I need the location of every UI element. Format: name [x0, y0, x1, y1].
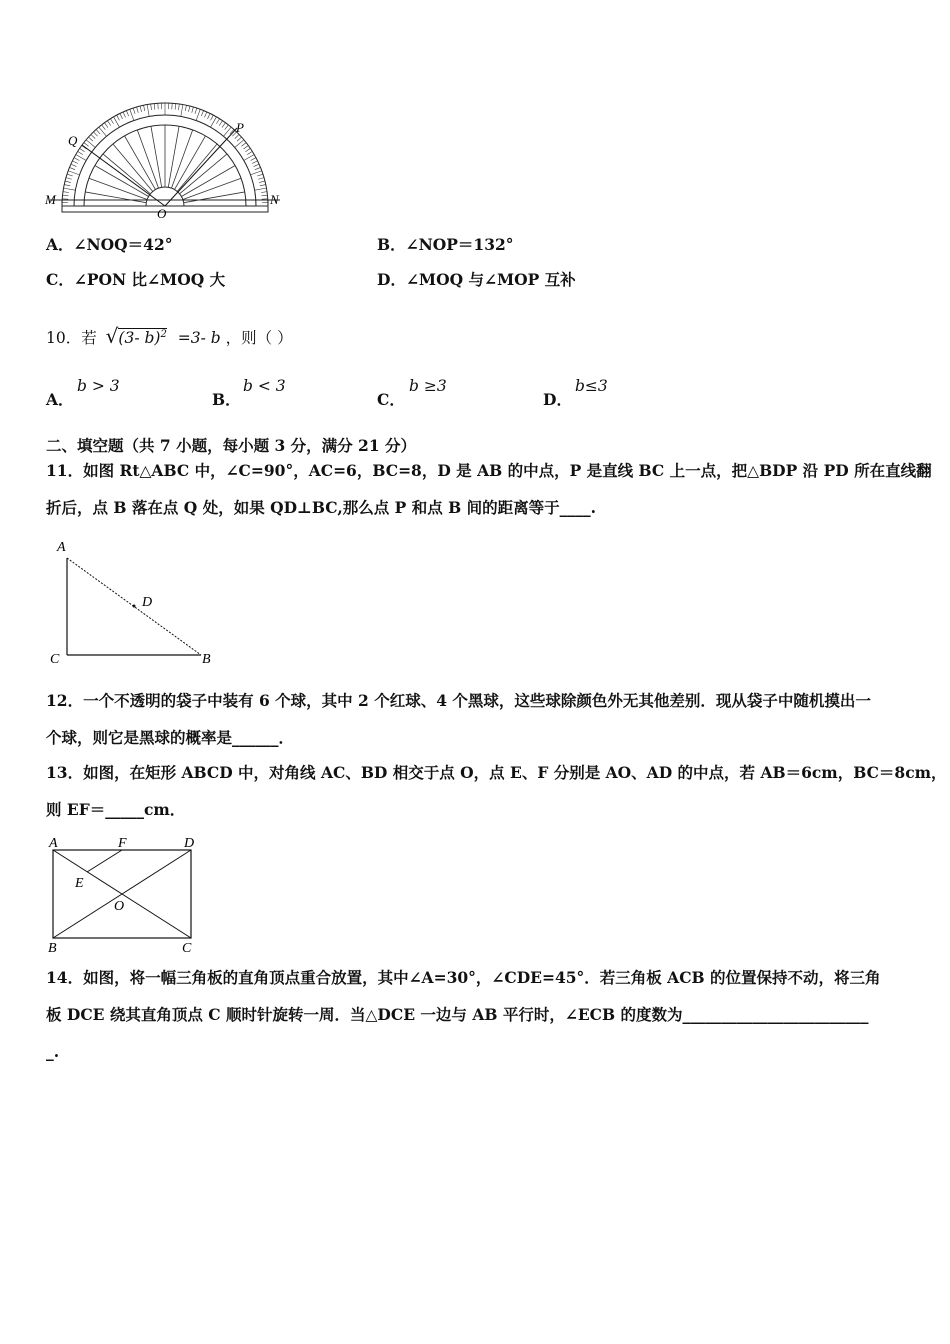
protractor-tick [91, 134, 95, 138]
protractor-tick [64, 185, 70, 186]
q12-line-1: 12．一个不透明的袋子中装有 6 个球，其中 2 个红球、4 个黑球，这些球除颜色外无其他差别．现从袋子中随机摸出一 [46, 691, 871, 710]
protractor-tick [68, 171, 79, 175]
q12-line-2: 个球，则它是黑球的概率是______． [46, 728, 295, 747]
protractor-tick [99, 127, 107, 136]
protractor-tick [196, 109, 200, 120]
label-c: C [50, 652, 60, 667]
protractor-tick [63, 195, 69, 196]
protractor-tick [67, 174, 73, 176]
q10-equals: =3- b [177, 329, 221, 348]
protractor-ray [168, 126, 179, 187]
protractor-ray [184, 192, 245, 203]
protractor-tick [188, 106, 189, 112]
label-d: D [142, 595, 153, 610]
protractor-tick [88, 137, 92, 141]
label-a: A [57, 540, 66, 555]
label-b: B [202, 652, 211, 667]
protractor-tick [93, 132, 97, 136]
protractor-tick [151, 104, 152, 110]
protractor-tick [63, 192, 69, 193]
label-q: Q [68, 133, 78, 148]
protractor-tick [208, 113, 211, 118]
q14-line-3: _. [46, 1042, 60, 1061]
q11-line-2: 折后，点 B 落在点 Q 处，如果 QD⊥BC,那么点 P 和点 B 间的距离等于____. [46, 498, 596, 517]
protractor-figure [40, 98, 290, 223]
protractor-tick [137, 107, 139, 113]
protractor-tick [225, 125, 229, 130]
q9-option-d: D．∠MOQ 与∠MOP 互补 [377, 270, 576, 289]
protractor-tick [219, 121, 222, 126]
protractor-ray [183, 178, 241, 199]
protractor-tick [123, 112, 125, 117]
protractor-ray [137, 130, 158, 188]
q11-triangle-figure [45, 536, 225, 671]
protractor-tick [72, 161, 77, 164]
protractor-tick [133, 108, 135, 114]
protractor-ray [85, 192, 146, 203]
protractor-tick [86, 140, 95, 148]
protractor-tick [107, 121, 110, 126]
protractor-tick [260, 185, 266, 186]
point-d [133, 605, 136, 608]
protractor-tick [261, 195, 267, 196]
q14-line-1: 14．如图，将一幅三角板的直角顶点重合放置，其中∠A=30°，∠CDE=45°．若三角板 ACB 的位置保持不动，将三角 [46, 968, 881, 987]
q10-option-d-letter: D． [543, 390, 572, 409]
q10-radicand: (3- b)$^2$ [118, 329, 167, 348]
protractor-tick [102, 125, 106, 130]
protractor-tick [211, 115, 214, 120]
protractor-tick [64, 188, 76, 190]
protractor-tick [247, 151, 252, 154]
q9-option-c: C．∠PON 比∠MOQ 大 [46, 270, 226, 289]
protractor-tick [96, 129, 100, 133]
protractor-tick [222, 123, 226, 128]
protractor-tick [255, 188, 267, 190]
q10-option-c-math: b ≥3 [409, 377, 447, 395]
protractor-tick [104, 123, 108, 128]
protractor-tick [120, 113, 123, 118]
protractor-tick [251, 171, 262, 175]
protractor-tick [252, 161, 257, 164]
q9-option-b: B．∠NOP＝132° [377, 235, 514, 254]
protractor-tick [70, 167, 76, 169]
label-m: M [45, 192, 56, 207]
sqrt-icon: √ [105, 324, 119, 349]
protractor-tick [110, 119, 113, 124]
protractor-tick [71, 164, 76, 166]
q11-line-1: 11．如图 Rt△ABC 中，∠C=90°，AC=6，BC=8，D 是 AB 的中点，P 是直线 BC 上一点，把△BDP 沿 PD 所在直线翻 [46, 461, 932, 480]
protractor-tick [147, 105, 149, 117]
protractor-tick [185, 105, 186, 111]
label-b: B [48, 941, 57, 956]
q10-option-c-letter: C． [377, 390, 405, 409]
protractor-tick [84, 143, 89, 147]
protractor-tick [195, 108, 197, 114]
protractor-tick [144, 105, 145, 111]
protractor-tick [204, 112, 206, 117]
q10-option-d-math: b≤3 [575, 377, 608, 395]
label-o: O [157, 206, 167, 221]
q13-line-2: 则 EF＝_____cm． [46, 800, 186, 819]
label-o: O [114, 899, 125, 914]
protractor-tick [216, 119, 219, 124]
protractor-tick [257, 174, 263, 176]
label-n: N [270, 192, 279, 207]
protractor-tick [235, 140, 244, 148]
q10-stem [46, 325, 293, 348]
section-heading: 二、填空题（共 7 小题，每小题 3 分，满分 21 分） [46, 436, 417, 455]
q10-number: 10．若 [46, 329, 97, 348]
q13-rectangle-figure [45, 833, 205, 958]
protractor-tick [192, 107, 194, 113]
protractor-tick [258, 178, 264, 180]
protractor-tick [126, 111, 128, 117]
segment-ef [87, 850, 122, 872]
protractor-tick [235, 134, 239, 138]
q10-tail: ，则（ ） [225, 329, 293, 348]
q10-option-a-letter: A． [46, 390, 74, 409]
protractor-rays [85, 125, 245, 203]
protractor-tick [261, 192, 267, 193]
protractor-tick [243, 145, 248, 149]
protractor-tick [78, 151, 83, 154]
label-e: E [75, 876, 84, 891]
protractor-tick [140, 106, 141, 112]
protractor-tick [130, 109, 134, 120]
label-f: F [118, 836, 127, 851]
q10-option-a-math: b > 3 [77, 377, 120, 395]
protractor-tick [178, 104, 179, 110]
protractor-tick [181, 105, 183, 117]
protractor-tick [175, 104, 176, 110]
label-c: C [182, 941, 192, 956]
q14-line-2: 板 DCE 绕其直角顶点 C 顺时针旋转一周．当△DCE 一边与 AB 平行时，∠ECB 的度数为________________________ [46, 1005, 869, 1024]
label-d: D [184, 836, 195, 851]
q10-option-b-letter: B． [212, 390, 241, 409]
protractor-tick [66, 178, 72, 180]
ray-op [165, 128, 237, 206]
q10-option-b-math: b < 3 [243, 377, 286, 395]
protractor-tick [65, 181, 71, 182]
protractor-tick [241, 143, 246, 147]
protractor-tick [154, 104, 155, 110]
protractor-tick [254, 164, 259, 166]
ray-oq [82, 145, 165, 206]
protractor-tick [237, 137, 241, 141]
q9-option-a: A．∠NOQ＝42° [46, 235, 173, 254]
protractor-tick [255, 167, 261, 169]
protractor-tick [259, 181, 265, 182]
protractor-tick [117, 115, 120, 120]
label-p: P [236, 120, 244, 135]
protractor-tick [251, 158, 256, 161]
q10-radical [106, 325, 167, 348]
protractor-tick [201, 111, 203, 117]
label-a: A [49, 836, 58, 851]
q13-line-1: 13．如图，在矩形 ABCD 中，对角线 AC、BD 相交于点 O，点 E、F 分别是 AO、AD 的中点，若 AB＝6cm，BC＝8cm， [46, 763, 947, 782]
protractor-ray [151, 126, 162, 187]
protractor-tick [80, 148, 85, 151]
protractor-ray [89, 178, 147, 199]
protractor-tick [245, 148, 250, 151]
protractor-tick [74, 158, 79, 161]
